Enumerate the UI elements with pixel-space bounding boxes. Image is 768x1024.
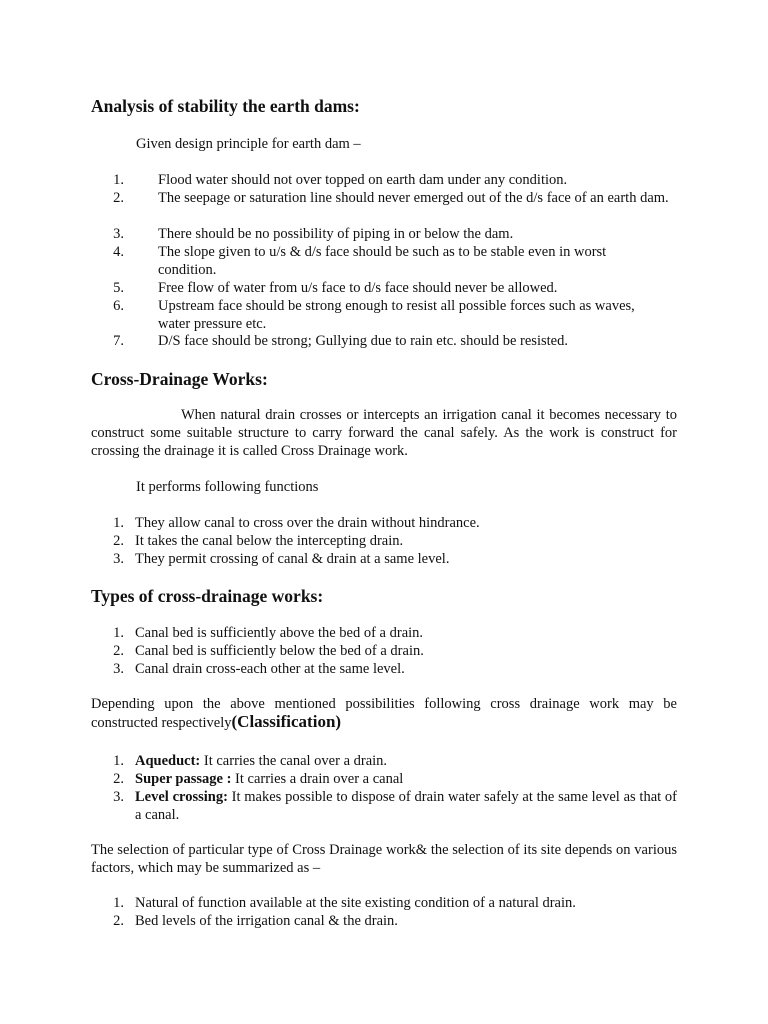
cross-drainage-paragraph: When natural drain crosses or intercepts an irrigation canal it becomes necessary to construct some suitable structure to carry forward the canal safely. As the work is construct for crossing the drainage it is called Cross Drainage work. [91,407,677,459]
list-item: 2. Bed levels of the irrigation canal & the drain. [113,913,398,929]
list-item: 3. Level crossing: It makes possible to dispose of drain water safely at the same level as that of a canal. [113,789,678,823]
list-item: 3. There should be no possibility of piping in or below the dam. [113,226,514,242]
classification-label: (Classification) [231,712,342,731]
earth-dam-intro: Given design principle for earth dam – [136,136,361,152]
list-item: 2. It takes the canal below the intercepting drain. [113,533,404,549]
selection-paragraph: The selection of particular type of Cross Drainage work& the selection of its site depends on various factors, which may be summarized as – [91,842,677,876]
list-item: 1. Natural of function available at the site existing condition of a natural drain. [113,895,576,911]
term-super-passage: Super passage : [135,771,232,787]
term-aqueduct: Aqueduct: [135,753,201,769]
list-item: 4. The slope given to u/s & d/s face should be such as to be stable even in worst condition. [113,244,607,278]
list-item: 1. Flood water should not over topped on earth dam under any condition. [113,172,568,188]
list-item: 5. Free flow of water from u/s face to d/s face should never be allowed. [113,280,558,296]
functions-intro: It performs following functions [136,479,319,495]
list-item: 2. Super passage : It carries a drain over a canal [113,771,404,787]
list-item: 3. Canal drain cross-each other at the same level. [113,661,405,677]
section-heading-earth-dams: Analysis of stability the earth dams: [91,96,360,116]
list-item: 1. They allow canal to cross over the drain without hindrance. [113,515,480,531]
list-item: 1. Aqueduct: It carries the canal over a drain. [113,753,388,769]
section-heading-types: Types of cross-drainage works: [91,586,324,606]
list-item: 1. Canal bed is sufficiently above the bed of a drain. [113,625,424,641]
list-item: 2. Canal bed is sufficiently below the bed of a drain. [113,643,424,659]
list-item: 7. D/S face should be strong; Gullying due to rain etc. should be resisted. [113,333,568,349]
list-item: 6. Upstream face should be strong enough to resist all possible forces such as waves, water pressure etc. [113,298,635,332]
list-item: 2. The seepage or saturation line should never emerged out of the d/s face of an earth dam. [113,190,669,206]
classification-paragraph: Depending upon the above mentioned possibilities following cross drainage work may be constructed respectively(Classification) [91,696,677,731]
list-item: 3. They permit crossing of canal & drain at a same level. [113,551,450,567]
section-heading-cross-drainage: Cross-Drainage Works: [91,369,268,389]
term-level-crossing: Level crossing: [135,789,228,805]
